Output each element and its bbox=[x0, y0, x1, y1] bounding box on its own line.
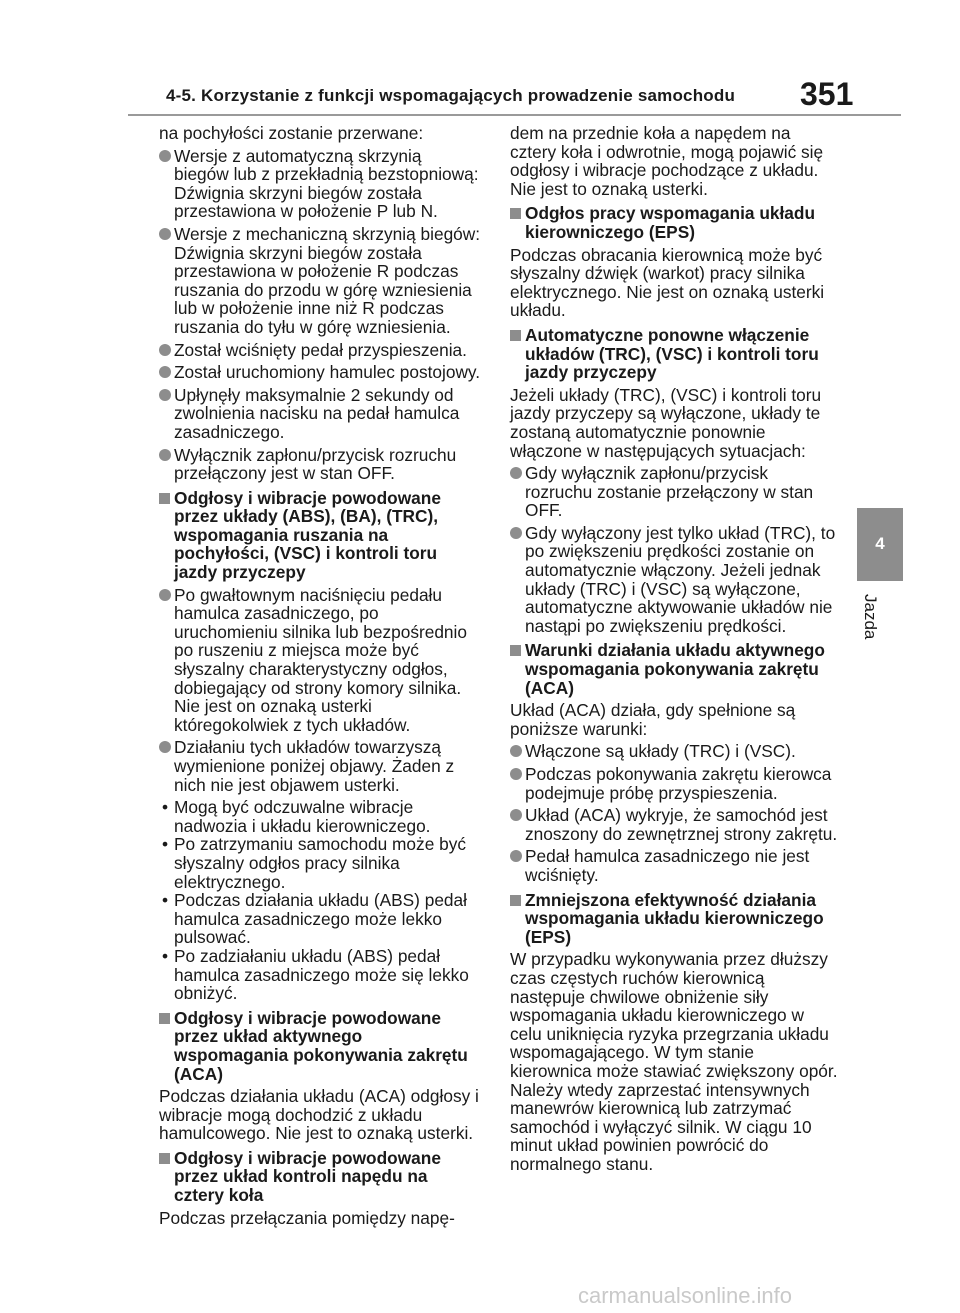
bullet-item: Wersje z automatyczną skrzynią biegów lub z przekładnią bezstopniową: Dźwignia skrzyni biegów została przestawiona w położenie P lub N. bbox=[159, 147, 481, 221]
bullet-item: Wersje z mechaniczną skrzynią biegów: Dźwignia skrzyni biegów została przestawiona w położenie R podczas ruszania do przodu w górę wzniesienia lub w położenie inne niż R podczas ruszania do tyłu w górę wzniesienia. bbox=[159, 225, 481, 337]
dot-list-item: • Podczas działania układu (ABS) pedał hamulca zasadniczego może lekko pulsować. bbox=[159, 891, 481, 947]
right-column bbox=[510, 124, 840, 1177]
page-number: 351 bbox=[800, 76, 854, 112]
bullet-item: Wyłącznik zapłonu/przycisk rozruchu przełączony jest w stan OFF. bbox=[159, 446, 481, 483]
bullet-item: Gdy wyłącznik zapłonu/przycisk rozruchu zostanie przełączony w stan OFF. bbox=[510, 464, 840, 520]
section-heading: Odgłosy i wibracje powodowane przez układ aktywnego wspomagania pokonywania zakrętu (ACA) bbox=[159, 1009, 481, 1083]
bullet-item: Działaniu tych układów towarzyszą wymienione poniżej objawy. Żaden z nich nie jest objawem usterki. bbox=[159, 738, 481, 794]
chapter-label-vertical bbox=[858, 588, 902, 648]
left-column bbox=[159, 124, 481, 1231]
bullet-item: Został wciśnięty pedał przyspieszenia. bbox=[159, 341, 481, 360]
bullet-item: Podczas pokonywania zakrętu kierowca podejmuje próbę przyspieszenia. bbox=[510, 765, 840, 802]
section-heading: Automatyczne ponowne włączenie układów (TRC), (VSC) i kontroli toru jazdy przyczepy bbox=[510, 326, 840, 382]
paragraph: Układ (ACA) działa, gdy spełnione są poniższe warunki: bbox=[510, 700, 796, 739]
section-heading: Odgłosy i wibracje powodowane przez układy (ABS), (BA), (TRC), wspomagania ruszania na pochyłości, (VSC) i kontroli toru jazdy przyczepy bbox=[159, 489, 481, 582]
bullet-item: Pedał hamulca zasadniczego nie jest wciśnięty. bbox=[510, 847, 840, 884]
dot-list-item: • Mogą być odczuwalne wibracje nadwozia i układu kierowniczego. bbox=[159, 798, 481, 835]
bullet-item: Po gwałtownym naciśnięciu pedału hamulca zasadniczego, po uruchomieniu silnika lub bezpośrednio po ruszeniu z miejsca może być słyszalny charakterystyczny odgłos, dobiegający od strony komory silnika. Nie jest on oznaką usterki któregokolwiek z tych układów. bbox=[159, 586, 481, 735]
header-divider bbox=[128, 114, 901, 116]
section-heading: Zmniejszona efektywność działania wspomagania układu kierowniczego (EPS) bbox=[510, 891, 840, 947]
page-header bbox=[0, 0, 960, 120]
bullet-item: Włączone są układy (TRC) i (VSC). bbox=[510, 742, 840, 761]
section-title: 4-5. Korzystanie z funkcji wspomagających prowadzenie samochodu bbox=[166, 86, 736, 105]
chapter-tab bbox=[857, 508, 903, 581]
bullet-item: Układ (ACA) wykryje, że samochód jest znoszony do zewnętrznej strony zakrętu. bbox=[510, 806, 840, 843]
section-heading: Odgłos pracy wspomagania układu kierowniczego (EPS) bbox=[510, 204, 840, 241]
paragraph: dem na przednie koła a napędem na cztery koła i odwrotnie, mogą pojawić się odgłosy i wibracje pochodzące z układu. Nie jest to oznaką usterki. bbox=[510, 123, 824, 199]
dot-list-item: • Po zatrzymaniu samochodu może być słyszalny odgłos pracy silnika elektrycznego. bbox=[159, 835, 481, 891]
paragraph: W przypadku wykonywania przez dłuższy czas częstych ruchów kierownicą następuje chwilowe obniżenie siły wspomagania układu kierowniczego w celu uniknięcia ryzyka przegrzania układu wspomagającego. W tym stanie kierownica może stawiać zwiększony opór. Należy wtedy zaprzestać intensywnych manewrów kierownicą lub zatrzymać samochód i wyłączyć silnik. W ciągu 10 minut układ powinien powrócić do normalnego stanu. bbox=[510, 949, 838, 1174]
chapter-number: 4 bbox=[875, 534, 885, 553]
section-heading: Warunki działania układu aktywnego wspomagania pokonywania zakrętu (ACA) bbox=[510, 641, 840, 697]
chapter-label: Jazda bbox=[861, 594, 880, 640]
bullet-item: Upłynęły maksymalnie 2 sekundy od zwolnienia nacisku na pedał hamulca zasadniczego. bbox=[159, 386, 481, 442]
paragraph: Podczas obracania kierownicą może być słyszalny dźwięk (warkot) pracy silnika elektrycznego. Nie jest on oznaką usterki układu. bbox=[510, 244, 825, 321]
paragraph: na pochyłości zostanie przerwane: bbox=[159, 123, 424, 143]
dot-list-item: • Po zadziałaniu układu (ABS) pedał hamulca zasadniczego może się lekko obniżyć. bbox=[159, 947, 481, 1003]
bullet-item: Został uruchomiony hamulec postojowy. bbox=[159, 363, 481, 382]
paragraph: Jeżeli układy (TRC), (VSC) i kontroli toru jazdy przyczepy są wyłączone, układy te zostaną automatycznie ponownie włączone w następujących sytuacjach: bbox=[510, 384, 822, 461]
section-heading: Odgłosy i wibracje powodowane przez układ kontroli napędu na cztery koła bbox=[159, 1149, 481, 1205]
paragraph: Podczas działania układu (ACA) odgłosy i wibracje mogą dochodzić z układu hamulcowego. Nie jest to oznaką usterki. bbox=[159, 1086, 479, 1144]
paragraph: Podczas przełączania pomiędzy napę- bbox=[159, 1207, 455, 1228]
bullet-item: Gdy wyłączony jest tylko układ (TRC), to po zwiększeniu prędkości zostanie on automatycznie włączony. Jeżeli jednak układy (TRC) i (VSC) są wyłączone, automatyczne aktywowanie układów nie nastąpi po zwiększeniu prędkości. bbox=[510, 524, 840, 636]
watermark: carmanualsonline.info bbox=[578, 1283, 793, 1308]
